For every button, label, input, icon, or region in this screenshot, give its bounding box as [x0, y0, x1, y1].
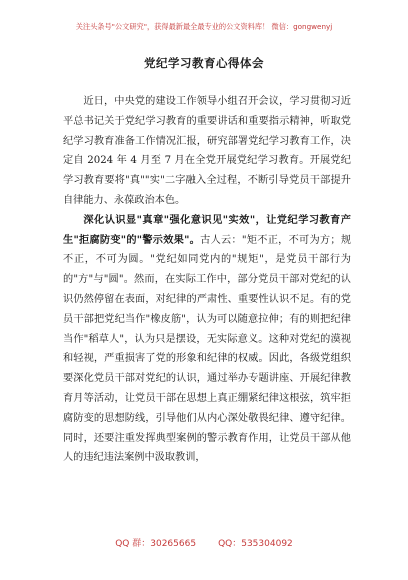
paragraph-section-1: [63, 211, 351, 468]
document-body: [63, 92, 351, 468]
section-heading: 深化认识显"真章"强化意识见"实效"，让党纪学习教育产生"拒腐防变"的"警示效果"。: [63, 213, 351, 246]
footer-contact: [0, 536, 408, 549]
paragraph-intro: 近日，中央党的建设工作领导小组召开会议，学习贯彻习近平总书记关于党纪学习教育的重要讲话和重要指示精神，听取党纪学习教育准备工作情况汇报，研究部署党纪学习教育工作，决定自 2024 年 4 月至 7 月在全党开展党纪学习教育。开展党纪学习教育要将"真""实"二字融入全过程，不断引导党员干部提升自律能力、永葆政治本色。: [63, 96, 351, 206]
section-body: 古人云："矩不正，不可为方；规不正，不可为圆。"党纪如同党内的"规矩"，是党员干部行为的"方"与"圆"。然而，在实际工作中，部分党员干部对党纪的认识仍然停留在表面，对纪律的严肃性、重要性认识不足。有的党员干部把党纪当作"橡皮筋"，认为可以随意拉伸；有的则把纪律当作"稻草人"，认为只是摆设，无实际意义。这种对党纪的漠视和轻视，严重损害了党的形象和纪律的权威。因此，各级党组织要深化党员干部对党纪的认识，通过举办专题讲座、开展纪律教育月等活动，让党员干部在思想上真正绷紧纪律这根弦，筑牢拒腐防变的思想防线，引导他们从内心深处敬畏纪律、遵守纪律。同时，还要注重发挥典型案例的警示教育作用，让党员干部从他人的违纪违法案例中汲取教训，: [63, 234, 352, 464]
qq-number: QQ：535304092: [218, 539, 293, 549]
qq-group-number: QQ 群：30265665: [115, 539, 197, 549]
top-banner: 关注头条号"公文研究"，获得最新最全最专业的公文资料库！ 微信：gongwenyj: [75, 22, 333, 31]
document-title: 党纪学习教育心得体会: [144, 56, 264, 70]
